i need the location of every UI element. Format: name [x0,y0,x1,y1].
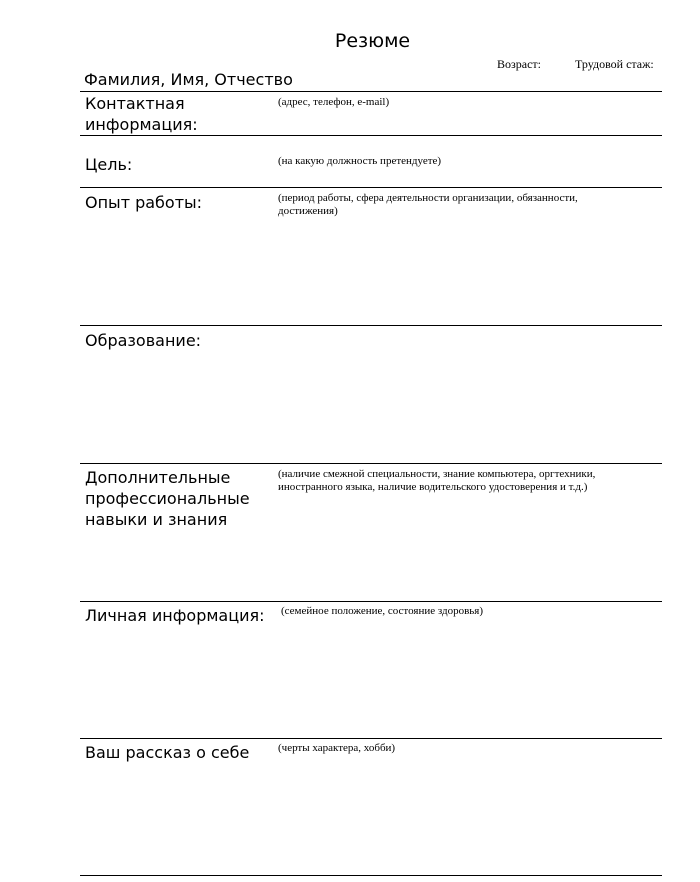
section-label-goal: Цель: [85,155,133,174]
divider-line [80,135,662,136]
section-hint-about: (черты характера, хобби) [278,742,396,754]
divider-line [80,601,662,602]
full-name-label: Фамилия, Имя, Отчество [84,70,293,89]
section-hint-skills: (наличие смежной специальности, знание компьютера, оргтехники, иностранного языка, наличие водительского удостоверения и т.д.) [278,468,596,493]
section-label-about: Ваш рассказ о себе [85,743,250,762]
section-label-contacts: Контактная информация: [85,94,198,134]
section-hint-personal: (семейное положение, состояние здоровья) [281,605,484,617]
section-label-education: Образование: [85,331,202,350]
divider-line [80,325,662,326]
section-label-personal: Личная информация: [85,606,265,625]
divider-line [80,738,662,739]
divider-line [80,91,662,92]
document-title: Резюме [334,30,411,52]
experience-label: Трудовой стаж: [575,57,654,71]
section-hint-contacts: (адрес, телефон, e-mail) [278,96,390,108]
divider-line [80,463,662,464]
section-label-skills: Дополнительные профессиональные навыки и знания [85,468,250,529]
divider-line [80,875,662,876]
section-hint-experience: (период работы, сфера деятельности организации, обязанности, достижения) [278,192,578,217]
section-label-experience: Опыт работы: [85,193,203,212]
divider-line [80,187,662,188]
section-hint-goal: (на какую должность претендуете) [278,155,442,167]
age-label: Возраст: [497,57,541,71]
